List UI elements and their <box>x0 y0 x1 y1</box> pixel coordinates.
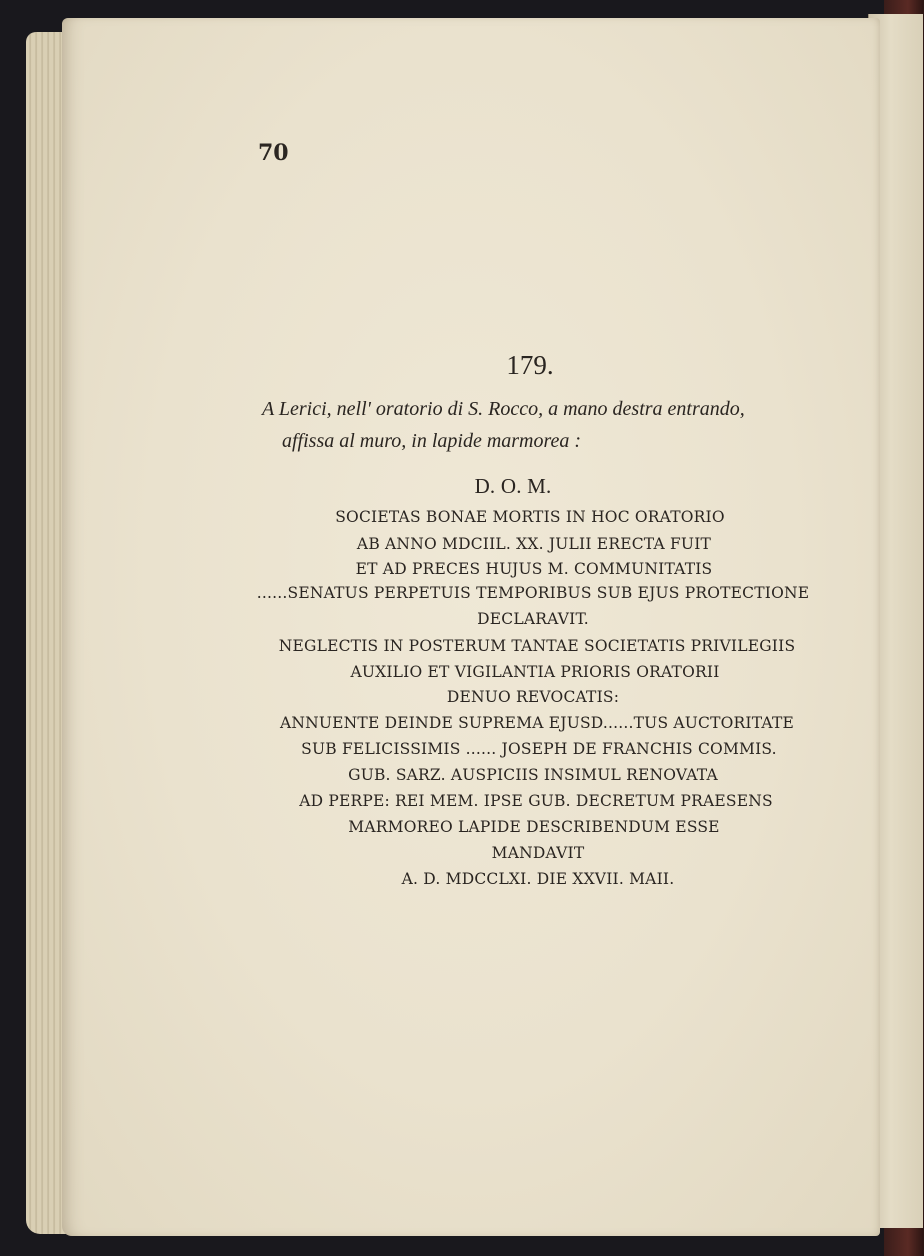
inscription-line: A. D. MDCCLXI. DIE XXVII. MAII. <box>401 870 675 888</box>
inscription-line: ANNUENTE DEINDE SUPREMA EJUSD......TUS AUCTORITATE <box>279 714 795 732</box>
intro-line-2: affissa al muro, in lapide marmorea : <box>282 430 582 452</box>
inscription-line: DECLARAVIT. <box>477 610 589 628</box>
page-number: 70 <box>258 140 289 166</box>
inscription-line: AB ANNO MDCIIL. XX. JULII ERECTA FUIT <box>356 535 712 553</box>
intro-line-1: A Lerici, nell' oratorio di S. Rocco, a mano destra entrando, <box>262 398 745 420</box>
inscription-line: ET AD PRECES HUJUS M. COMMUNITATIS <box>355 560 713 578</box>
inscription-line: SUB FELICISSIMIS ...... JOSEPH DE FRANCHIS COMMIS. <box>301 740 777 758</box>
book-page <box>62 18 880 1236</box>
inscription-line: AUXILIO ET VIGILANTIA PRIORIS ORATORII <box>350 663 720 681</box>
inscription-line: NEGLECTIS IN POSTERUM TANTAE SOCIETATIS PRIVILEGIIS <box>278 637 796 655</box>
inscription-line: SOCIETAS BONAE MORTIS IN HOC ORATORIO <box>335 508 725 526</box>
inscription-line: D. O. M. <box>474 474 552 498</box>
entry-number: 179. <box>506 350 554 380</box>
inscription-line: AD PERPE: REI MEM. IPSE GUB. DECRETUM PRAESENS <box>299 792 773 810</box>
inscription-line: MARMOREO LAPIDE DESCRIBENDUM ESSE <box>348 818 720 836</box>
inscription-line: DENUO REVOCATIS: <box>446 688 620 706</box>
inscription-line: MANDAVIT <box>491 844 585 862</box>
inscription-line: ......SENATUS PERPETUIS TEMPORIBUS SUB EJUS PROTECTIONE <box>256 584 810 602</box>
inscription-line: GUB. SARZ. AUSPICIIS INSIMUL RENOVATA <box>348 766 718 784</box>
